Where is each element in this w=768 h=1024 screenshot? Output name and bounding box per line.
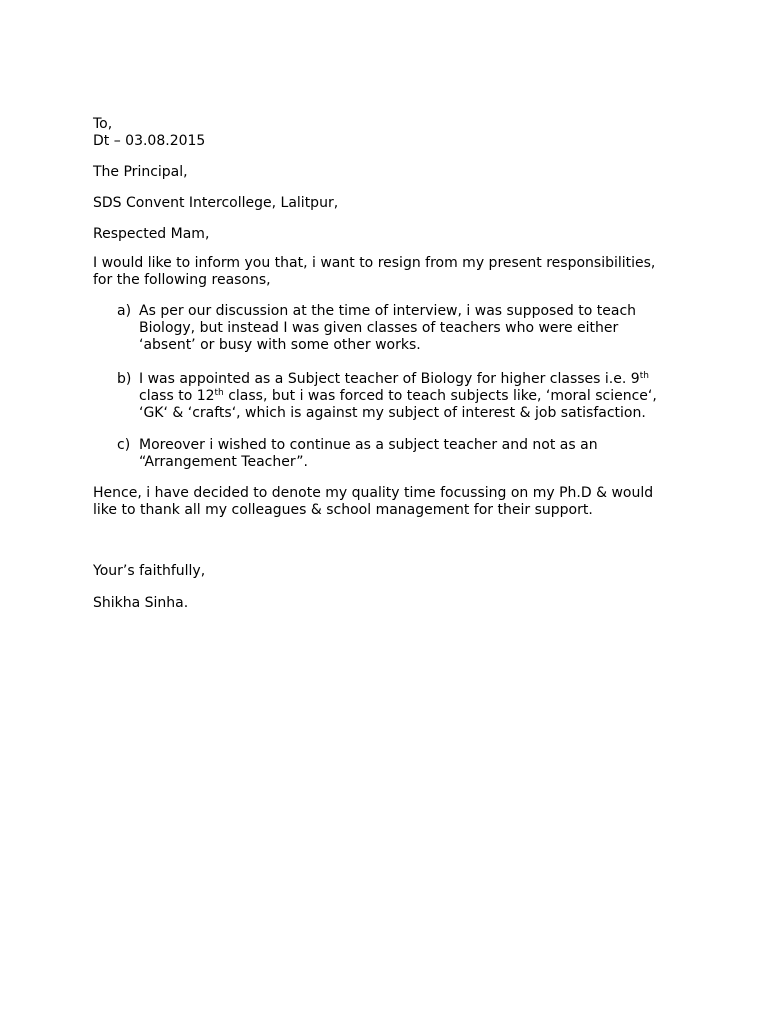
reason-text (139, 371, 669, 422)
school-line: SDS Convent Intercollege, Lalitpur, (93, 195, 339, 211)
reason-text (139, 437, 669, 471)
reason-line (139, 388, 669, 405)
signature: Shikha Sinha. (93, 595, 189, 611)
to-line (93, 116, 693, 150)
list-marker: b) (117, 371, 132, 387)
reason-text (139, 303, 669, 354)
reason-line-text: class, but i was forced to teach subjects like, ‘moral science‘, (223, 388, 657, 404)
closing-line-2: like to thank all my colleagues & school management for their support. (93, 502, 593, 518)
list-marker: c) (117, 437, 131, 453)
reason-line: “Arrangement Teacher”. (139, 454, 308, 470)
ordinal-suffix: th (639, 371, 649, 381)
reason-line: As per our discussion at the time of interview, i was supposed to teach (139, 303, 637, 319)
reason-line: Biology, but instead I was given classes of teachers who were either (139, 320, 619, 336)
reason-line: Moreover i wished to continue as a subject teacher and not as an (139, 437, 598, 453)
date-text: Dt – 03.08.2015 (93, 133, 206, 149)
intro-line-1: I would like to inform you that, i want to resign from my present responsibilities, (93, 255, 656, 271)
recipient-line: The Principal, (93, 164, 188, 180)
to-text: To, (93, 116, 113, 132)
intro-line-2: for the following reasons, (93, 272, 271, 288)
reason-line: ‘absent’ or busy with some other works. (139, 337, 421, 353)
closing-line-1: Hence, i have decided to denote my quality time focussing on my Ph.D & would (93, 485, 654, 501)
reason-line: ‘GK‘ & ‘crafts‘, which is against my subject of interest & job satisfaction. (139, 405, 646, 421)
closing-paragraph (93, 485, 673, 519)
reason-line (139, 371, 669, 388)
sign-off: Your’s faithfully, (93, 563, 206, 579)
salutation: Respected Mam, (93, 226, 210, 242)
reason-line-text: I was appointed as a Subject teacher of Biology for higher classes i.e. 9 (139, 371, 640, 387)
intro-paragraph (93, 255, 673, 289)
list-marker: a) (117, 303, 132, 319)
reason-line-text: class to 12 (139, 388, 215, 404)
ordinal-suffix: th (214, 388, 224, 398)
